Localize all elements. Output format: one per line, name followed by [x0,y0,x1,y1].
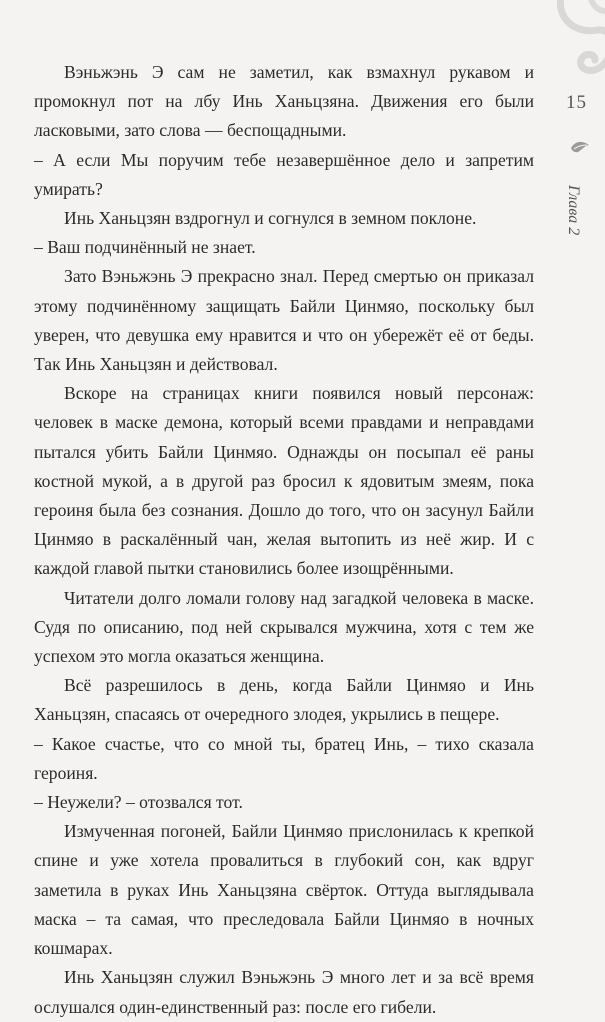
paragraph: – Какое счастье, что со мной ты, братец Инь, – тихо сказала героиня. [34,733,534,783]
paragraph: Зато Вэньжэнь Э прекрасно знал. Перед смертью он приказал этому подчинённому защищать Байли Цинмяо, поскольку был уверен, что девушка ему нравится и что он убережёт её от беды. Так Инь Ханьцзян и действовал. [34,266,534,375]
chapter-label-text: Глава 2 [565,185,582,236]
corner-ornament-icon [543,0,605,80]
leaf-ornament-icon [569,140,591,154]
paragraph: – А если Мы поручим тебе незавершённое дело и запретим умирать? [34,149,534,199]
paragraph: Вскоре на страницах книги появился новый персонаж: человек в маске демона, который всеми правдами и неправдами пытался убить Байли Цинмяо. Однажды он посыпал её раны костной мукой, а в другой раз бросил к ядовитым змеям, пока героиня была без сознания. Дошло до того, что он засунул Байли Цинмяо в раскалённый чан, желая вытопить из неё жир. И с каждой главой пытки становились более изощрёнными. [34,383,534,579]
paragraph: Инь Ханьцзян вздрогнул и согнулся в земном поклоне. [64,208,477,229]
paragraph: Вэньжэнь Э сам не заметил, как взмахнул рукавом и промокнул пот на лбу Инь Ханьцзяна. Движения его были ласковыми, зато слова — беспощадными. [34,62,534,141]
paragraph: – Ваш подчинённый не знает. [34,237,256,258]
page-number: 15 [566,92,587,113]
body-text [34,58,534,1022]
paragraph: Инь Ханьцзян служил Вэньжэнь Э много лет и за всё время ослушался один-единственный раз: после его гибели. [34,967,534,1017]
paragraph: Всё разрешилось в день, когда Байли Цинмяо и Инь Ханьцзян, спасаясь от очередного злодея, укрылись в пещере. [34,675,534,725]
paragraph: Измученная погоней, Байли Цинмяо прислонилась к крепкой спине и уже хотела провалиться в глубокий сон, как вдруг заметила в руках Инь Ханьцзяна свёрток. Оттуда выглядывала маска – та самая, что преследовала Байли Цинмяо в ночных кошмарах. [34,821,534,959]
paragraph: Читатели долго ломали голову над загадкой человека в маске. Судя по описанию, под ней скрывался мужчина, хотя с тем же успехом это могла оказаться женщина. [34,587,534,667]
paragraph: – Неужели? – отозвался тот. [34,792,243,813]
chapter-label [564,185,594,255]
